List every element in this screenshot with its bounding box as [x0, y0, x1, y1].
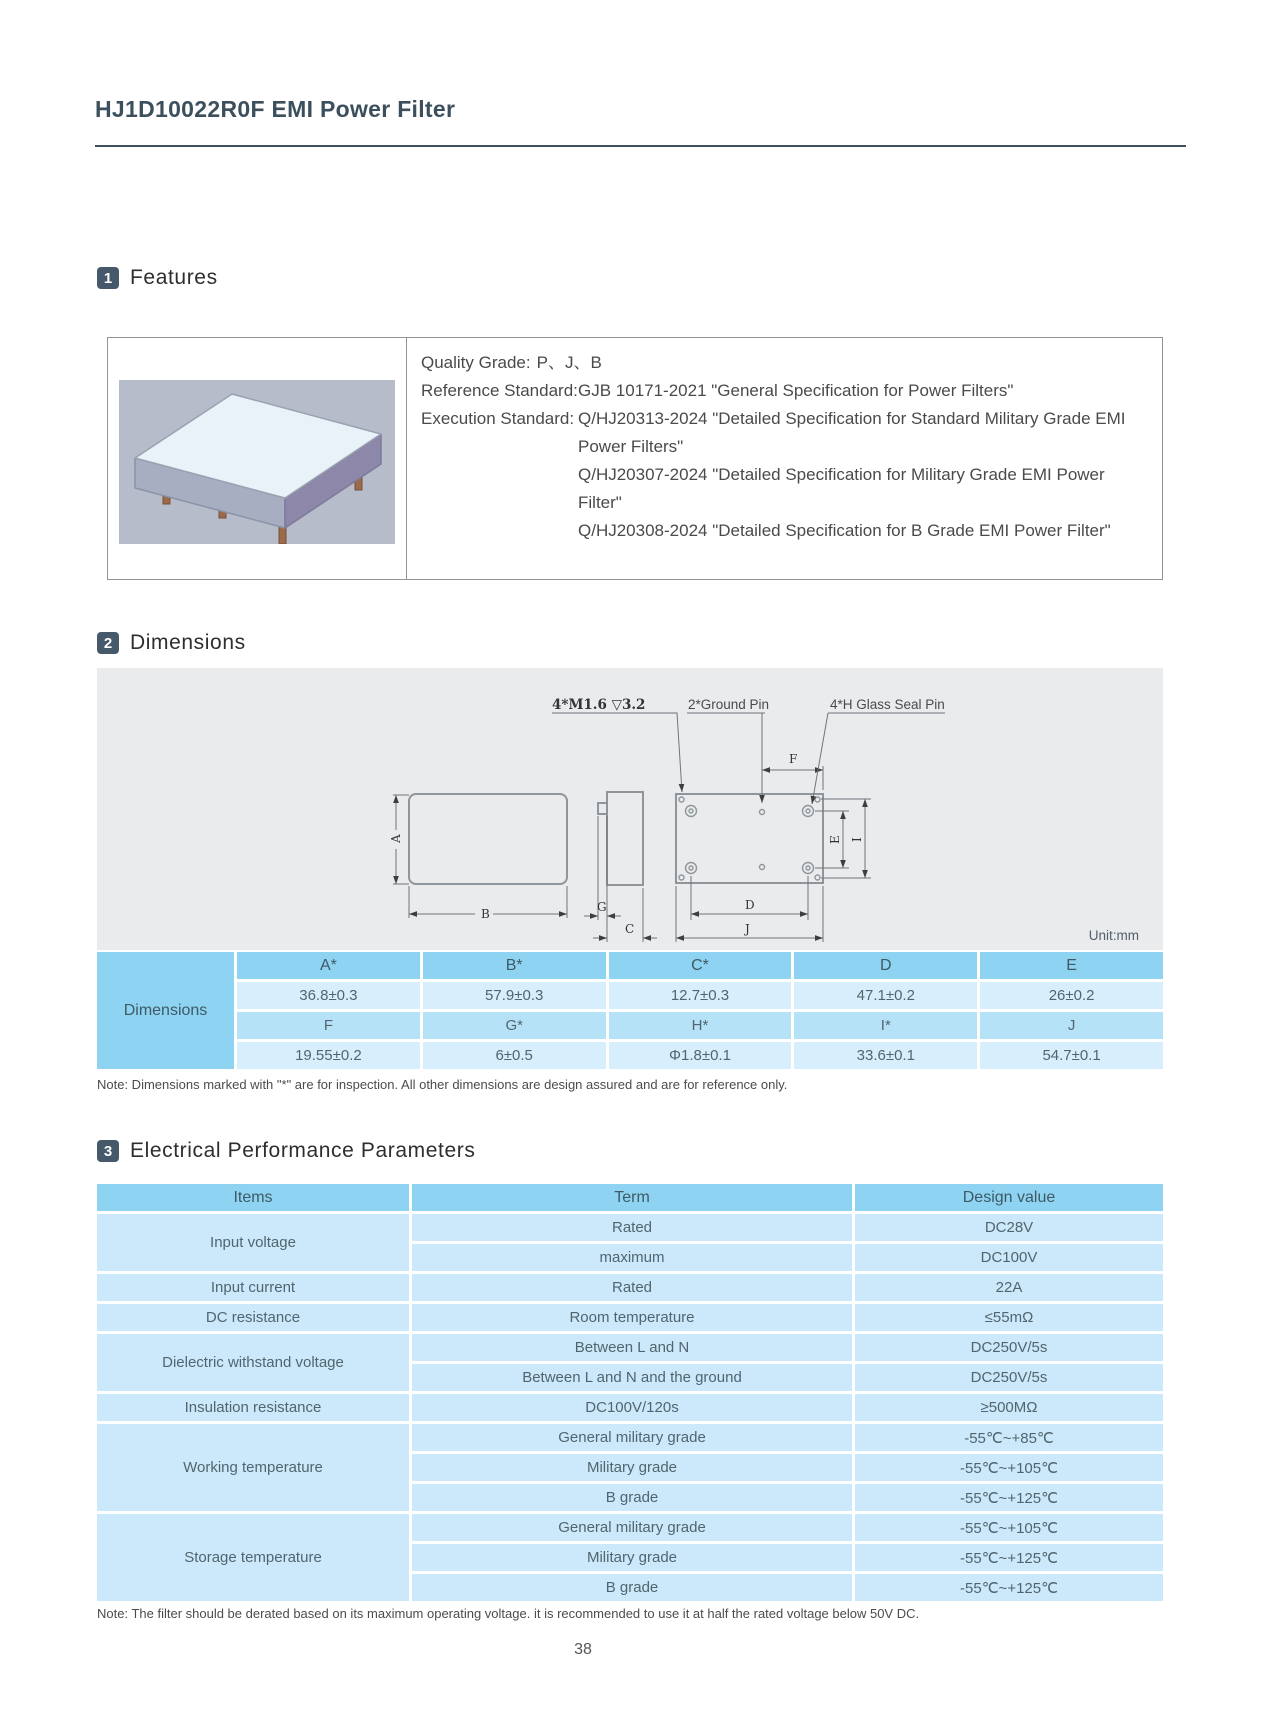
elec-term-cell: Between L and N	[412, 1334, 852, 1361]
dim-label-F: F	[789, 752, 798, 766]
dim-value-cell: 33.6±0.1	[794, 1042, 977, 1069]
dimensions-note: Note: Dimensions marked with "*" are for inspection. All other dimensions are design assured and are for reference only.	[97, 1077, 788, 1092]
section-number-badge: 3	[97, 1140, 119, 1162]
reference-standard-row	[421, 377, 1152, 405]
features-box	[107, 337, 1163, 580]
callout-ground-pin: 2*Ground Pin	[688, 697, 770, 712]
elec-item-cell: Working temperature	[97, 1424, 409, 1511]
dim-value-cell: 57.9±0.3	[423, 982, 606, 1009]
dim-value-cell: 54.7±0.1	[980, 1042, 1163, 1069]
elec-value-cell: DC250V/5s	[855, 1334, 1163, 1361]
execution-standard-label: Execution Standard:	[421, 409, 575, 428]
dim-label-E: E	[828, 835, 842, 844]
dimensions-section-heading	[97, 631, 246, 655]
dim-value-cell: Φ1.8±0.1	[609, 1042, 792, 1069]
elec-term-cell: B grade	[412, 1484, 852, 1511]
elec-term-cell: Military grade	[412, 1454, 852, 1481]
elec-value-cell: DC100V	[855, 1244, 1163, 1271]
elec-value-cell: ≥500MΩ	[855, 1394, 1163, 1421]
dim-label-A: A	[389, 834, 403, 843]
section-number-badge: 2	[97, 632, 119, 654]
elec-item-cell: Input voltage	[97, 1214, 409, 1271]
elec-value-cell: DC28V	[855, 1214, 1163, 1241]
front-view	[409, 794, 567, 884]
product-render-illustration	[119, 380, 395, 544]
elec-term-cell: Military grade	[412, 1544, 852, 1571]
reference-standard-value: GJB 10171-2021 "General Specification for Power Filters"	[578, 381, 1014, 400]
dim-label-I: I	[850, 837, 864, 842]
dimensions-row-label: Dimensions	[97, 952, 234, 1069]
execution-standard-item: Q/HJ20308-2024 "Detailed Specification for B Grade EMI Power Filter"	[578, 521, 1111, 540]
elec-term-cell: General military grade	[412, 1514, 852, 1541]
product-image	[119, 380, 395, 544]
dim-header-cell: I*	[794, 1012, 977, 1039]
quality-grade-label: Quality Grade:	[421, 353, 531, 372]
execution-standard-row	[421, 405, 1152, 545]
dim-value-cell: 6±0.5	[423, 1042, 606, 1069]
dim-header-cell: E	[980, 952, 1163, 979]
dim-header-cell: F	[237, 1012, 420, 1039]
bottom-view	[676, 794, 823, 883]
elec-item-cell: DC resistance	[97, 1304, 409, 1331]
elec-term-cell: B grade	[412, 1574, 852, 1601]
dim-value-cell: 19.55±0.2	[237, 1042, 420, 1069]
dim-label-G: G	[597, 900, 607, 914]
quality-grade-row	[421, 349, 1152, 377]
dim-label-C: C	[625, 922, 635, 936]
dim-header-cell: J	[980, 1012, 1163, 1039]
execution-standard-item: Q/HJ20307-2024 "Detailed Specification for Military Grade EMI Power Filter"	[578, 465, 1105, 512]
elec-value-cell: -55℃~+105℃	[855, 1514, 1163, 1541]
dim-value-cell: 26±0.2	[980, 982, 1163, 1009]
reference-standard-label: Reference Standard:	[421, 381, 578, 400]
page-title: HJ1D10022R0F EMI Power Filter	[95, 96, 456, 122]
technical-drawing	[97, 668, 1163, 950]
elec-term-cell: DC100V/120s	[412, 1394, 852, 1421]
elec-term-cell: General military grade	[412, 1424, 852, 1451]
elec-header-cell: Term	[412, 1184, 852, 1211]
elec-value-cell: -55℃~+125℃	[855, 1484, 1163, 1511]
section-number-badge: 1	[97, 267, 119, 289]
elec-term-cell: Room temperature	[412, 1304, 852, 1331]
elec-header-cell: Design value	[855, 1184, 1163, 1211]
dimensions-table	[97, 952, 1163, 1069]
dim-header-cell: B*	[423, 952, 606, 979]
dim-label-D: D	[745, 898, 755, 912]
dim-label-B: B	[481, 907, 490, 921]
electrical-parameters-table	[97, 1184, 1163, 1601]
elec-item-cell: Storage temperature	[97, 1514, 409, 1601]
elec-value-cell: -55℃~+105℃	[855, 1454, 1163, 1481]
elec-header-cell: Items	[97, 1184, 409, 1211]
title-divider	[95, 145, 1186, 147]
elec-value-cell: -55℃~+85℃	[855, 1424, 1163, 1451]
quality-grade-value: P、J、B	[536, 353, 602, 372]
elec-term-cell: maximum	[412, 1244, 852, 1271]
elec-value-cell: -55℃~+125℃	[855, 1544, 1163, 1571]
dim-value-cell: 47.1±0.2	[794, 982, 977, 1009]
section-title: Features	[130, 266, 218, 289]
dim-header-cell: G*	[423, 1012, 606, 1039]
dim-label-J: J	[745, 922, 750, 936]
elec-term-cell: Rated	[412, 1274, 852, 1301]
features-section-heading	[97, 266, 218, 290]
section-title: Electrical Performance Parameters	[130, 1139, 476, 1162]
elec-value-cell: ≤55mΩ	[855, 1304, 1163, 1331]
object-lines	[409, 792, 823, 885]
side-view	[607, 792, 643, 885]
elec-value-cell: -55℃~+125℃	[855, 1574, 1163, 1601]
dimension-lines	[393, 713, 945, 942]
unit-label: Unit:mm	[1088, 928, 1139, 943]
elec-term-cell: Rated	[412, 1214, 852, 1241]
elec-term-cell: Between L and N and the ground	[412, 1364, 852, 1391]
execution-standard-list	[578, 405, 1130, 545]
features-text	[407, 338, 1162, 579]
callout-screw-spec: 4*M1.6 ▽3.2	[552, 697, 646, 713]
electrical-note: Note: The filter should be derated based on its maximum operating voltage. it is recommended to use it at half the rated voltage below 50V DC.	[97, 1606, 920, 1621]
product-image-cell	[108, 338, 407, 579]
electrical-section-heading	[97, 1139, 475, 1163]
dimension-labels	[389, 697, 945, 936]
side-view-pin-tab	[598, 803, 607, 814]
callout-glass-seal-pin: 4*H Glass Seal Pin	[830, 697, 945, 712]
dim-header-cell: H*	[609, 1012, 792, 1039]
dim-header-cell: A*	[237, 952, 420, 979]
dim-header-cell: D	[794, 952, 977, 979]
page-number: 38	[574, 1641, 592, 1658]
execution-standard-item: Q/HJ20313-2024 "Detailed Specification for Standard Military Grade EMI Power Filters"	[578, 409, 1126, 456]
section-title: Dimensions	[130, 631, 246, 654]
elec-value-cell: 22A	[855, 1274, 1163, 1301]
elec-item-cell: Input current	[97, 1274, 409, 1301]
elec-value-cell: DC250V/5s	[855, 1364, 1163, 1391]
elec-item-cell: Dielectric withstand voltage	[97, 1334, 409, 1391]
holes	[679, 797, 820, 880]
dimensions-diagram	[97, 668, 1163, 950]
elec-item-cell: Insulation resistance	[97, 1394, 409, 1421]
dim-value-cell: 36.8±0.3	[237, 982, 420, 1009]
dim-header-cell: C*	[609, 952, 792, 979]
dim-value-cell: 12.7±0.3	[609, 982, 792, 1009]
